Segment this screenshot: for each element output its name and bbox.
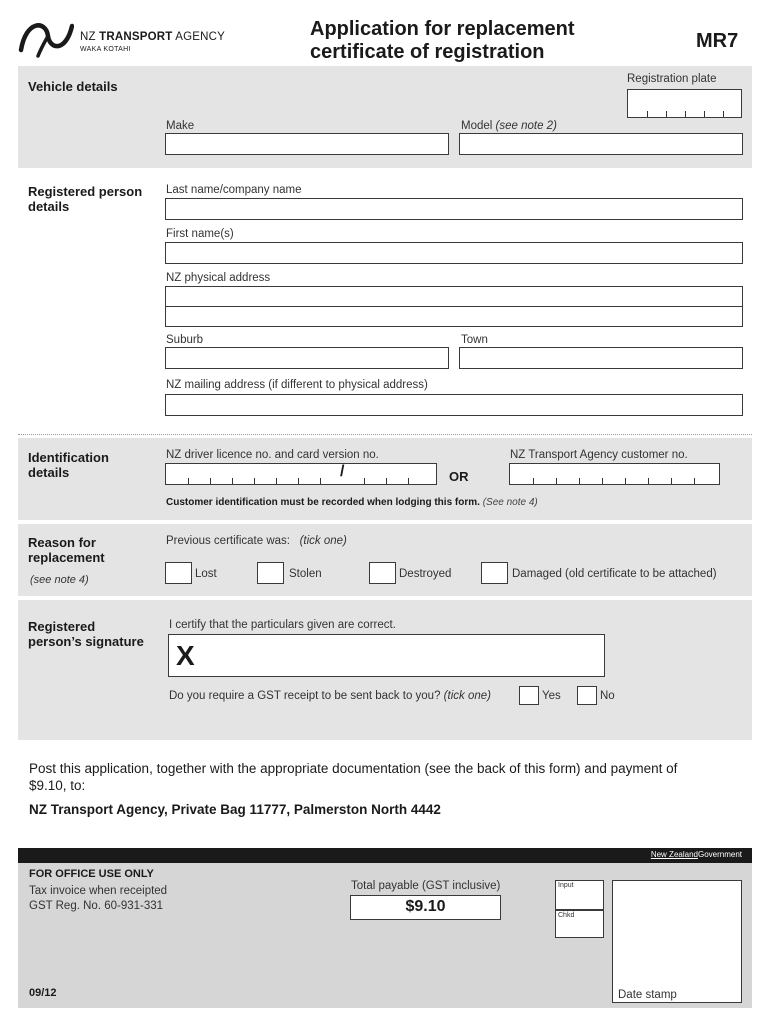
- physical-address-field-line2[interactable]: [165, 306, 743, 327]
- model-field[interactable]: [459, 133, 743, 155]
- reason-panel: [18, 524, 752, 596]
- government-bar: [18, 848, 752, 863]
- last-name-label: Last name/company name: [166, 184, 302, 196]
- person-section-divider: [18, 434, 752, 435]
- destroyed-checkbox[interactable]: [369, 562, 396, 584]
- tax-invoice-text: Tax invoice when receipted: [29, 885, 168, 897]
- signature-mark: X: [176, 640, 195, 671]
- first-name-field[interactable]: [165, 242, 743, 264]
- customer-number-label: NZ Transport Agency customer no.: [510, 449, 688, 461]
- post-address: NZ Transport Agency, Private Bag 11777, Palmerston North 4442: [29, 802, 441, 817]
- form-title-line2: certificate of registration: [310, 41, 545, 63]
- checked-box[interactable]: [555, 910, 604, 938]
- licence-number-field[interactable]: [165, 463, 437, 485]
- damaged-checkbox[interactable]: [481, 562, 508, 584]
- post-instructions-line2: $9.10, to:: [29, 778, 86, 793]
- form-title-line1: Application for replacement: [310, 18, 575, 40]
- nz-government-logo-b: Government: [697, 850, 742, 859]
- gst-receipt-question: [169, 690, 491, 702]
- model-label: [461, 120, 557, 132]
- gst-no-label: No: [600, 690, 615, 702]
- nz-government-logo-a: New Zealand: [650, 850, 698, 859]
- total-payable-value: $9.10: [405, 898, 446, 915]
- agency-name-part3: AGENCY: [172, 31, 226, 43]
- agency-maori-name: WAKA KOTAHI: [80, 46, 131, 53]
- agency-logo: [18, 16, 226, 58]
- gst-registration-number: GST Reg. No. 60-931-331: [29, 900, 164, 912]
- checked-box-label: Chkd: [558, 912, 575, 919]
- identification-notice-bold: Customer identification must be recorded when lodging this form.: [166, 497, 480, 508]
- town-label: Town: [461, 334, 488, 346]
- or-label: OR: [449, 469, 469, 484]
- signature-title: [28, 619, 144, 649]
- suburb-field[interactable]: [165, 347, 449, 369]
- stolen-option-label: Stolen: [289, 568, 322, 580]
- lost-option-label: Lost: [195, 568, 217, 580]
- gst-question-text: Do you require a GST receipt to be sent back to you?: [169, 690, 441, 702]
- registration-plate-label: Registration plate: [627, 73, 717, 85]
- identification-title-line2: details: [28, 465, 70, 480]
- form-version: 09/12: [29, 987, 57, 999]
- certify-statement: I certify that the particulars given are correct.: [169, 619, 396, 631]
- date-stamp-box: [612, 880, 742, 1003]
- licence-number-label: NZ driver licence no. and card version no.: [166, 449, 379, 461]
- total-payable-label: Total payable (GST inclusive): [351, 880, 501, 892]
- post-instructions: [29, 760, 754, 794]
- form-title: [310, 18, 575, 64]
- person-details-title-line1: Registered person: [28, 184, 143, 199]
- reason-prompt-note: (tick one): [299, 535, 347, 547]
- lost-checkbox[interactable]: [165, 562, 192, 584]
- reason-title-line1: Reason for: [28, 535, 96, 550]
- agency-name-part2: TRANSPORT: [99, 31, 173, 43]
- model-label-text: Model: [461, 120, 493, 132]
- gst-yes-label: Yes: [542, 690, 561, 702]
- vehicle-details-title: Vehicle details: [28, 79, 118, 94]
- suburb-label: Suburb: [166, 334, 204, 346]
- signature-title-line2: person’s signature: [28, 634, 144, 649]
- signature-title-line1: Registered: [28, 619, 96, 634]
- destroyed-option-label: Destroyed: [399, 568, 452, 580]
- first-name-label: First name(s): [166, 228, 234, 240]
- model-label-note: (see note 2): [495, 120, 557, 132]
- town-field[interactable]: [459, 347, 743, 369]
- form-code: MR7: [696, 30, 739, 52]
- person-details-title: [28, 184, 142, 214]
- make-label: Make: [166, 120, 195, 132]
- input-box-label: Input: [558, 882, 574, 889]
- reason-title-line2: replacement: [28, 550, 105, 565]
- reason-title: [28, 535, 105, 565]
- registration-plate-field[interactable]: [627, 89, 742, 118]
- mailing-address-field[interactable]: [165, 394, 743, 416]
- gst-question-note: (tick one): [443, 690, 491, 702]
- nz-government-logo: [651, 850, 742, 859]
- input-box[interactable]: [555, 880, 604, 910]
- signature-field[interactable]: [168, 634, 605, 677]
- office-use-title: FOR OFFICE USE ONLY: [29, 868, 154, 880]
- date-stamp-label: Date stamp: [618, 989, 677, 1001]
- nzta-logo-icon: [18, 16, 74, 58]
- stolen-checkbox[interactable]: [257, 562, 284, 584]
- damaged-option-label: Damaged (old certificate to be attached): [512, 568, 717, 580]
- mailing-address-label: NZ mailing address (if different to physical address): [166, 379, 428, 391]
- customer-number-field[interactable]: [509, 463, 720, 485]
- customer-digit-ticks: [510, 476, 719, 484]
- make-field[interactable]: [165, 133, 449, 155]
- gst-no-checkbox[interactable]: [577, 686, 597, 705]
- reason-note: (see note 4): [30, 574, 89, 586]
- person-details-title-line2: details: [28, 199, 70, 214]
- licence-version-separator: /: [340, 463, 345, 480]
- physical-address-field-line1[interactable]: [165, 286, 743, 307]
- physical-address-label: NZ physical address: [166, 272, 271, 284]
- plate-digit-ticks: [628, 109, 741, 117]
- licence-digit-ticks: [166, 476, 436, 484]
- identification-notice: [166, 497, 538, 508]
- identification-notice-note: (See note 4): [482, 497, 538, 508]
- total-payable-box: [350, 895, 501, 920]
- identification-title-line1: Identification: [28, 450, 109, 465]
- reason-prompt-text: Previous certificate was:: [166, 535, 290, 547]
- post-instructions-line1: Post this application, together with the appropriate documentation (see the back of this form) and payment of: [29, 761, 678, 776]
- identification-title: [28, 450, 109, 480]
- last-name-field[interactable]: [165, 198, 743, 220]
- gst-yes-checkbox[interactable]: [519, 686, 539, 705]
- reason-prompt: [166, 535, 347, 547]
- agency-name-part1: NZ: [80, 31, 100, 43]
